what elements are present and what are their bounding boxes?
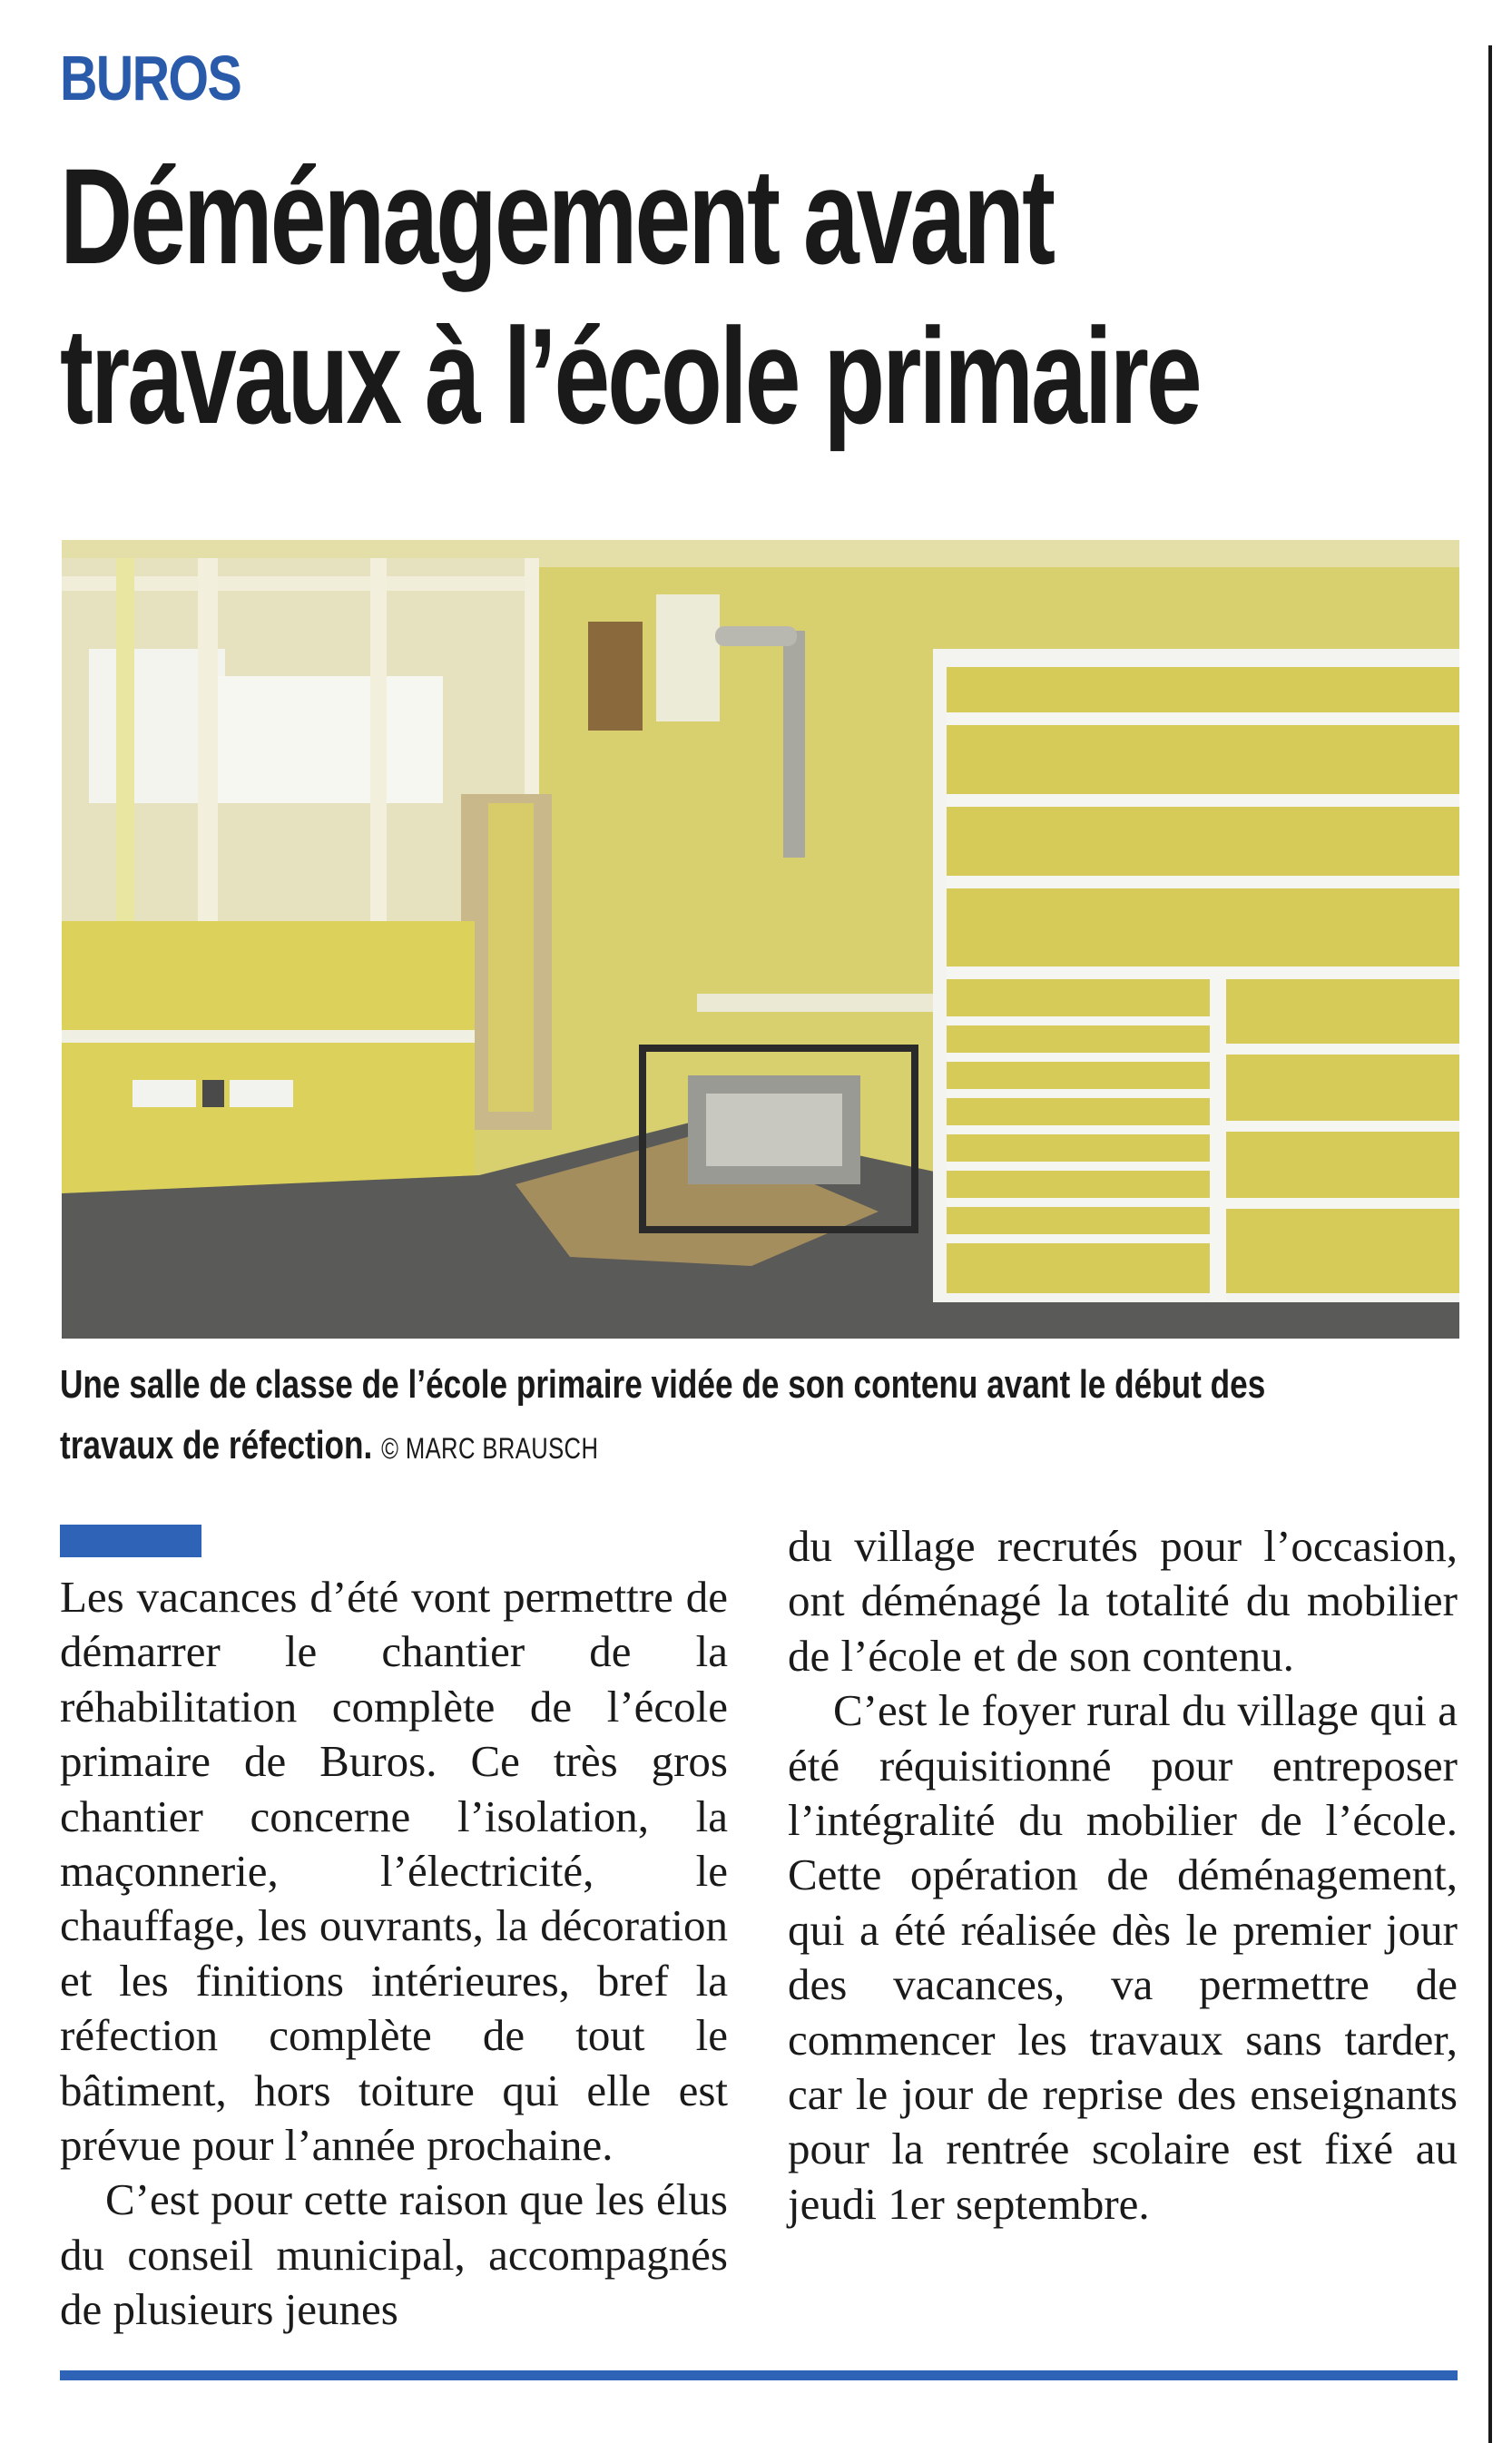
headline	[60, 136, 1202, 456]
article-end-rule	[60, 2370, 1458, 2380]
article-paragraph-3: C’est le foyer rural du village qui a été réquisitionné pour entreposer l’intégralité du mobilier de l’école. Cette opération de déménagement, qui a été réalisée dès le premier jour des vacances, va permettre de commencer les travaux sans tarder, car le jour de reprise des enseignants pour la rentrée scolaire est fixé au jeudi 1er septembre.	[788, 1685, 1458, 2229]
caption-line-1: Une salle de classe de l’école primaire vidée de son contenu avant le début des	[60, 1362, 1266, 1407]
headline-line-1: Déménagement avant	[60, 140, 1054, 292]
article-paragraph-2-end: du village recrutés pour l’occasion, ont déménagé la totalité du mobilier de l’école et de son contenu.	[788, 1521, 1458, 1681]
caption-line-2: travaux de réfection.	[60, 1423, 373, 1467]
article-paragraph-1: Les vacances d’été vont permettre de démarrer le chantier de la réhabilitation complète de l’école primaire de Buros. Ce très gros chantier concerne l’isolation, la maçonnerie, l’électricité, le chauffage, les ouvrants, la décoration et les finitions intérieures, bref la réfection complète de tout le bâtiment, hors toiture qui elle est prévue pour l’année prochaine.	[60, 1572, 728, 2171]
photo-credit: © MARC BRAUSCH	[381, 1432, 599, 1465]
article-column-right	[788, 1519, 1458, 2232]
article-column-left	[60, 1570, 728, 2338]
photo-caption	[60, 1354, 1367, 1479]
article-start-bar	[60, 1525, 201, 1557]
article-paragraph-2-start: C’est pour cette raison que les élus du conseil municipal, accompagnés de plusieurs jeunes	[60, 2174, 728, 2335]
classroom-photo	[62, 540, 1459, 1339]
photo-illustration	[62, 540, 1459, 1339]
headline-line-2: travaux à l’école primaire	[60, 299, 1200, 452]
section-kicker: BUROS	[60, 43, 241, 113]
column-rule	[1488, 45, 1492, 2443]
